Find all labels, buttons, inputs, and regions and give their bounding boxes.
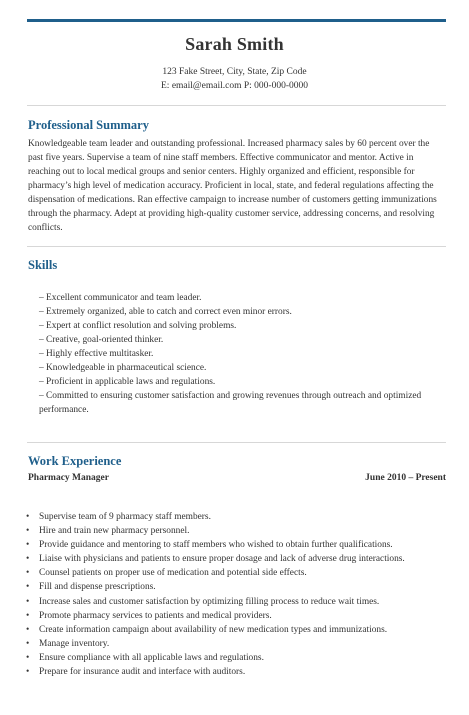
- duty-item: [26, 665, 444, 679]
- job-dates: June 2010 – Present: [365, 473, 446, 483]
- skills-list: [39, 291, 444, 417]
- bullet-icon: •: [26, 526, 30, 537]
- job-position: Pharmacy Manager: [28, 473, 109, 483]
- bullet-icon: •: [26, 610, 30, 621]
- skill-item: – Expert at conflict resolution and solving problems.: [39, 321, 237, 331]
- duty-text: Fill and dispense prescriptions.: [39, 582, 156, 593]
- bullet-icon: •: [26, 540, 30, 551]
- skill-item: – Proficient in applicable laws and regulations.: [39, 377, 216, 387]
- bullet-icon: •: [26, 568, 30, 579]
- job-duties-list: [26, 510, 444, 679]
- section-divider: [27, 442, 446, 443]
- candidate-name: Sarah Smith: [185, 34, 284, 54]
- skills-heading: Skills: [28, 258, 58, 272]
- duty-text: Promote pharmacy services to patients and medical providers.: [39, 610, 272, 621]
- duty-text: Manage inventory.: [39, 638, 110, 649]
- skill-item: – Extremely organized, able to catch and correct even minor errors.: [39, 307, 292, 317]
- duty-text: Hire and train new pharmacy personnel.: [39, 526, 190, 537]
- skill-item: – Excellent communicator and team leader.: [39, 293, 202, 303]
- duty-text: Increase sales and customer satisfaction by optimizing filling process to reduce wait times.: [39, 596, 380, 607]
- duty-text: Counsel patients on proper use of medication and potential side effects.: [39, 568, 307, 579]
- bullet-icon: •: [26, 624, 30, 635]
- summary-heading: Professional Summary: [28, 118, 149, 132]
- skill-item: – Knowledgeable in pharmaceutical science.: [39, 363, 207, 373]
- bullet-icon: •: [26, 638, 30, 649]
- contact-address: 123 Fake Street, City, State, Zip Code: [162, 67, 307, 77]
- skill-item: – Committed to ensuring customer satisfaction and growing revenues through outreach and optimized performance.: [39, 391, 422, 415]
- duty-text: Provide guidance and mentoring to staff members who wished to obtain further qualifications.: [39, 540, 393, 551]
- duty-text: Create information campaign about availability of new medication types and immunizations.: [39, 624, 388, 635]
- duty-text: Prepare for insurance audit and interface with auditors.: [39, 667, 246, 678]
- section-divider: [27, 246, 446, 247]
- duty-item: [26, 552, 444, 566]
- duty-text: Ensure compliance with all applicable laws and regulations.: [39, 652, 264, 663]
- skill-item: – Creative, goal-oriented thinker.: [39, 335, 164, 345]
- header-accent-bar: [27, 19, 446, 22]
- duty-item: [26, 538, 444, 552]
- summary-paragraph: Knowledgeable team leader and outstanding professional. Increased pharmacy sales by 60 percent over the past five years. Supervise a team of nine staff members. Effective communicator and mentor. Active in reaching out to local medical groups and senior centers. Highly organized and efficient, responsible for pharmacy’s high level of medication accuracy. Proficient in local, state, and federal regulations affecting the dispensation of medications. Ran effective campaign to increase number of customers getting immunizations through the pharmacy. Adept at providing high-quality customer service, addressing concerns, and resolving conflicts.: [28, 139, 437, 233]
- duty-item: [26, 566, 444, 580]
- bullet-icon: •: [26, 667, 30, 678]
- bullet-icon: •: [26, 554, 30, 565]
- duty-item: [26, 580, 444, 594]
- bullet-icon: •: [26, 652, 30, 663]
- bullet-icon: •: [26, 512, 30, 522]
- duty-item: [26, 524, 444, 538]
- duty-item: [26, 637, 444, 651]
- duty-text: Supervise team of 9 pharmacy staff members.: [39, 512, 211, 522]
- duty-item: [26, 595, 444, 609]
- duty-text: Liaise with physicians and patients to ensure proper dosage and lack of adverse drug interactions.: [39, 554, 405, 565]
- bullet-icon: •: [26, 582, 30, 593]
- duty-item: [26, 651, 444, 665]
- contact-email-phone: E: email@email.com P: 000-000-0000: [161, 81, 308, 91]
- duty-item: [26, 510, 444, 524]
- bullet-icon: •: [26, 596, 30, 607]
- duty-item: [26, 623, 444, 637]
- experience-heading: Work Experience: [28, 454, 122, 468]
- section-divider: [27, 105, 446, 106]
- skill-item: – Highly effective multitasker.: [39, 349, 154, 359]
- duty-item: [26, 609, 444, 623]
